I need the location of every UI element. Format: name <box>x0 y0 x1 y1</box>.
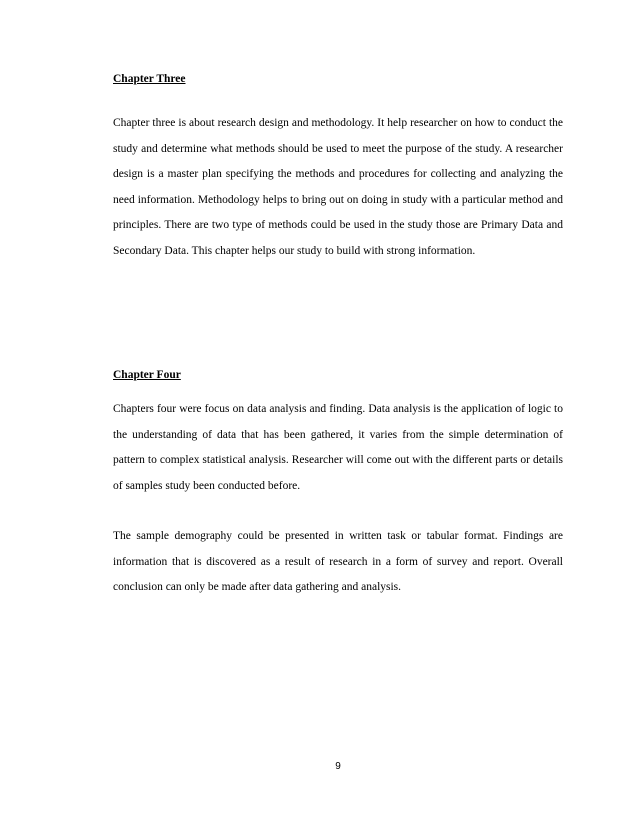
chapter-four-body-2 <box>113 524 563 601</box>
chapter-three-paragraph: Chapter three is about research design and methodology. It help researcher on how to conduct the study and determine what methods should be used to meet the purpose of the study. A researcher design is a master plan specifying the methods and procedures for collecting and analyzing the need information. Methodology helps to bring out on doing in study with a particular method and principles. There are two type of methods could be used in the study those are Primary Data and Secondary Data. This chapter helps our study to build with strong information. <box>113 117 563 257</box>
chapter-three-section <box>113 72 563 86</box>
chapter-three-heading: Chapter Three <box>113 73 186 85</box>
chapter-three-body <box>113 111 563 265</box>
chapter-four-body-1 <box>113 397 563 499</box>
page-number: 9 <box>335 761 341 772</box>
chapter-four-heading: Chapter Four <box>113 369 181 381</box>
chapter-four-section <box>113 368 563 382</box>
chapter-four-paragraph-2: The sample demography could be presented in written task or tabular format. Findings are information that is discovered as a result of research in a form of survey and report. Overall conclusion can only be made after data gathering and analysis. <box>113 530 563 594</box>
chapter-four-paragraph-1: Chapters four were focus on data analysis and finding. Data analysis is the application of logic to the understanding of data that has been gathered, it varies from the simple determination of pattern to complex statistical analysis. Researcher will come out with the different parts or details of samples study been conducted before. <box>113 403 563 492</box>
